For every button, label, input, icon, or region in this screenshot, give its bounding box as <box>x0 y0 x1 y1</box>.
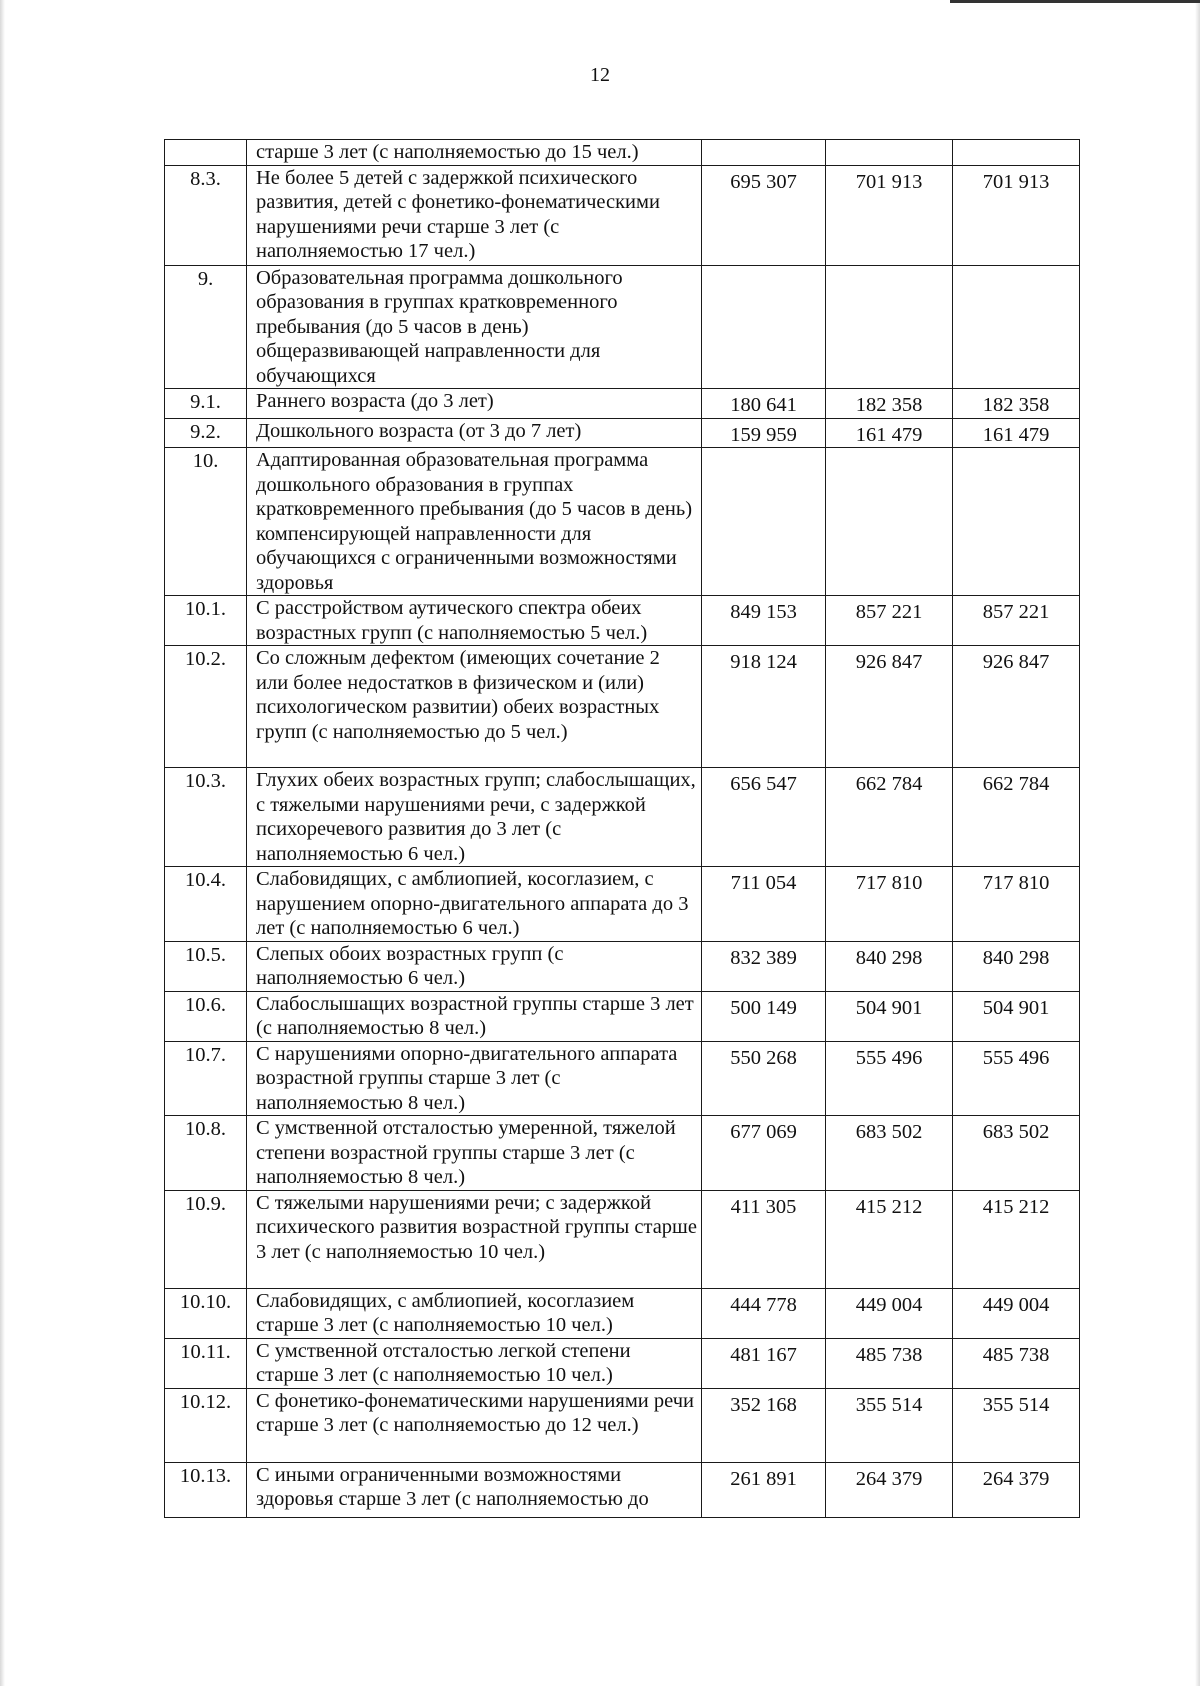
row-value-2: 840 298 <box>826 941 953 991</box>
table-row <box>165 1338 1080 1388</box>
row-value-1: 677 069 <box>702 1116 826 1191</box>
table-row <box>165 1041 1080 1116</box>
table-row <box>165 418 1080 448</box>
row-value-1: 832 389 <box>702 941 826 991</box>
row-value-2: 555 496 <box>826 1041 953 1116</box>
row-description: Образовательная программа дошкольного образования в группах кратковременного пребывания (до 5 часов в день) общеразвивающей направленности для обучающихся <box>247 265 702 389</box>
row-description: С нарушениями опорно-двигательного аппарата возрастной группы старше 3 лет (с наполняемостью 8 чел.) <box>247 1041 702 1116</box>
row-value-3: 555 496 <box>953 1041 1080 1116</box>
row-value-3: 264 379 <box>953 1462 1080 1517</box>
row-value-1: 180 641 <box>702 389 826 419</box>
row-value-3: 449 004 <box>953 1288 1080 1338</box>
row-value-2: 662 784 <box>826 768 953 867</box>
row-description: С фонетико-фонематическими нарушениями речи старше 3 лет (с наполняемостью до 12 чел.) <box>247 1388 702 1462</box>
row-value-2: 717 810 <box>826 867 953 942</box>
row-description: Адаптированная образовательная программа дошкольного образования в группах кратковременного пребывания (до 5 часов в день) компенсирующей направленности для обучающихся с ограниченными возможностями здоровья <box>247 448 702 596</box>
table-row <box>165 448 1080 596</box>
row-number <box>165 140 247 166</box>
tariff-table <box>164 139 1080 1518</box>
row-number: 10. <box>165 448 247 596</box>
row-value-1 <box>702 265 826 389</box>
table-row <box>165 941 1080 991</box>
row-description: Слабовидящих, с амблиопией, косоглазием старше 3 лет (с наполняемостью 10 чел.) <box>247 1288 702 1338</box>
row-description: С умственной отсталостью умеренной, тяжелой степени возрастной группы старше 3 лет (с наполняемостью 8 чел.) <box>247 1116 702 1191</box>
row-value-3: 504 901 <box>953 991 1080 1041</box>
row-number: 9. <box>165 265 247 389</box>
row-value-2 <box>826 265 953 389</box>
row-value-2: 355 514 <box>826 1388 953 1462</box>
row-value-2: 857 221 <box>826 596 953 646</box>
row-number: 10.13. <box>165 1462 247 1517</box>
table-row <box>165 596 1080 646</box>
row-number: 10.3. <box>165 768 247 867</box>
table-row <box>165 1116 1080 1191</box>
row-value-3 <box>953 448 1080 596</box>
row-description: С расстройством аутического спектра обеих возрастных групп (с наполняемостью 5 чел.) <box>247 596 702 646</box>
row-value-2: 182 358 <box>826 389 953 419</box>
row-number: 10.5. <box>165 941 247 991</box>
row-value-2: 926 847 <box>826 646 953 768</box>
row-value-1 <box>702 448 826 596</box>
row-value-1: 550 268 <box>702 1041 826 1116</box>
row-number: 10.4. <box>165 867 247 942</box>
table-row <box>165 389 1080 419</box>
row-number: 10.1. <box>165 596 247 646</box>
row-number: 10.2. <box>165 646 247 768</box>
row-value-2: 161 479 <box>826 418 953 448</box>
row-value-2 <box>826 448 953 596</box>
row-value-1: 695 307 <box>702 165 826 265</box>
row-description: Раннего возраста (до 3 лет) <box>247 389 702 419</box>
scan-edge-right <box>1195 0 1200 1686</box>
row-value-3: 355 514 <box>953 1388 1080 1462</box>
table-row <box>165 1388 1080 1462</box>
row-value-1: 444 778 <box>702 1288 826 1338</box>
table-row <box>165 991 1080 1041</box>
table-row <box>165 646 1080 768</box>
row-value-3: 415 212 <box>953 1190 1080 1288</box>
row-value-3 <box>953 265 1080 389</box>
row-description: Глухих обеих возрастных групп; слабослышащих, с тяжелыми нарушениями речи, с задержкой психоречевого развития до 3 лет (с наполняемостью 6 чел.) <box>247 768 702 867</box>
row-description: С умственной отсталостью легкой степени старше 3 лет (с наполняемостью 10 чел.) <box>247 1338 702 1388</box>
row-value-1: 261 891 <box>702 1462 826 1517</box>
row-value-1: 656 547 <box>702 768 826 867</box>
row-value-3 <box>953 140 1080 166</box>
row-value-3: 182 358 <box>953 389 1080 419</box>
row-value-2: 504 901 <box>826 991 953 1041</box>
scan-corner-rule <box>950 0 1200 3</box>
row-value-3: 662 784 <box>953 768 1080 867</box>
table-row <box>165 165 1080 265</box>
row-value-1: 849 153 <box>702 596 826 646</box>
row-value-1: 481 167 <box>702 1338 826 1388</box>
table-row <box>165 768 1080 867</box>
row-description: Дошкольного возраста (от 3 до 7 лет) <box>247 418 702 448</box>
table-row <box>165 1190 1080 1288</box>
row-number: 10.10. <box>165 1288 247 1338</box>
row-value-3: 683 502 <box>953 1116 1080 1191</box>
row-number: 10.7. <box>165 1041 247 1116</box>
row-value-1: 159 959 <box>702 418 826 448</box>
row-number: 9.1. <box>165 389 247 419</box>
table-row <box>165 867 1080 942</box>
row-number: 10.12. <box>165 1388 247 1462</box>
row-value-3: 485 738 <box>953 1338 1080 1388</box>
row-value-1 <box>702 140 826 166</box>
row-value-2 <box>826 140 953 166</box>
row-description: Слепых обоих возрастных групп (с наполняемостью 6 чел.) <box>247 941 702 991</box>
row-value-1: 918 124 <box>702 646 826 768</box>
scan-edge-left <box>0 0 5 1686</box>
row-description: Слабослышащих возрастной группы старше 3 лет (с наполняемостью 8 чел.) <box>247 991 702 1041</box>
row-value-2: 264 379 <box>826 1462 953 1517</box>
table-row <box>165 265 1080 389</box>
row-number: 10.9. <box>165 1190 247 1288</box>
row-number: 10.11. <box>165 1338 247 1388</box>
row-value-3: 701 913 <box>953 165 1080 265</box>
row-value-2: 701 913 <box>826 165 953 265</box>
row-value-3: 161 479 <box>953 418 1080 448</box>
row-value-3: 857 221 <box>953 596 1080 646</box>
row-description: С иными ограниченными возможностями здоровья старше 3 лет (с наполняемостью до <box>247 1462 702 1517</box>
row-number: 10.8. <box>165 1116 247 1191</box>
row-value-2: 449 004 <box>826 1288 953 1338</box>
table-row <box>165 1462 1080 1517</box>
row-description: Не более 5 детей с задержкой психического развития, детей с фонетико-фонематическими нарушениями речи старше 3 лет (с наполняемостью 17 чел.) <box>247 165 702 265</box>
row-number: 9.2. <box>165 418 247 448</box>
row-number: 10.6. <box>165 991 247 1041</box>
table-body <box>165 140 1080 1518</box>
row-value-1: 411 305 <box>702 1190 826 1288</box>
table-row <box>165 1288 1080 1338</box>
row-number: 8.3. <box>165 165 247 265</box>
row-description: С тяжелыми нарушениями речи; с задержкой психического развития возрастной группы старше 3 лет (с наполняемостью 10 чел.) <box>247 1190 702 1288</box>
row-value-1: 352 168 <box>702 1388 826 1462</box>
row-value-2: 485 738 <box>826 1338 953 1388</box>
row-value-2: 415 212 <box>826 1190 953 1288</box>
row-value-1: 711 054 <box>702 867 826 942</box>
row-value-3: 717 810 <box>953 867 1080 942</box>
row-value-3: 840 298 <box>953 941 1080 991</box>
row-value-2: 683 502 <box>826 1116 953 1191</box>
row-value-1: 500 149 <box>702 991 826 1041</box>
row-value-3: 926 847 <box>953 646 1080 768</box>
table-row <box>165 140 1080 166</box>
row-description: Слабовидящих, с амблиопией, косоглазием, с нарушением опорно-двигательного аппарата до 3 лет (с наполняемостью 6 чел.) <box>247 867 702 942</box>
row-description: старше 3 лет (с наполняемостью до 15 чел.) <box>247 140 702 166</box>
page-number: 12 <box>590 64 610 86</box>
row-description: Со сложным дефектом (имеющих сочетание 2 или более недостатков в физическом и (или) психологическом развитии) обеих возрастных групп (с наполняемостью до 5 чел.) <box>247 646 702 768</box>
